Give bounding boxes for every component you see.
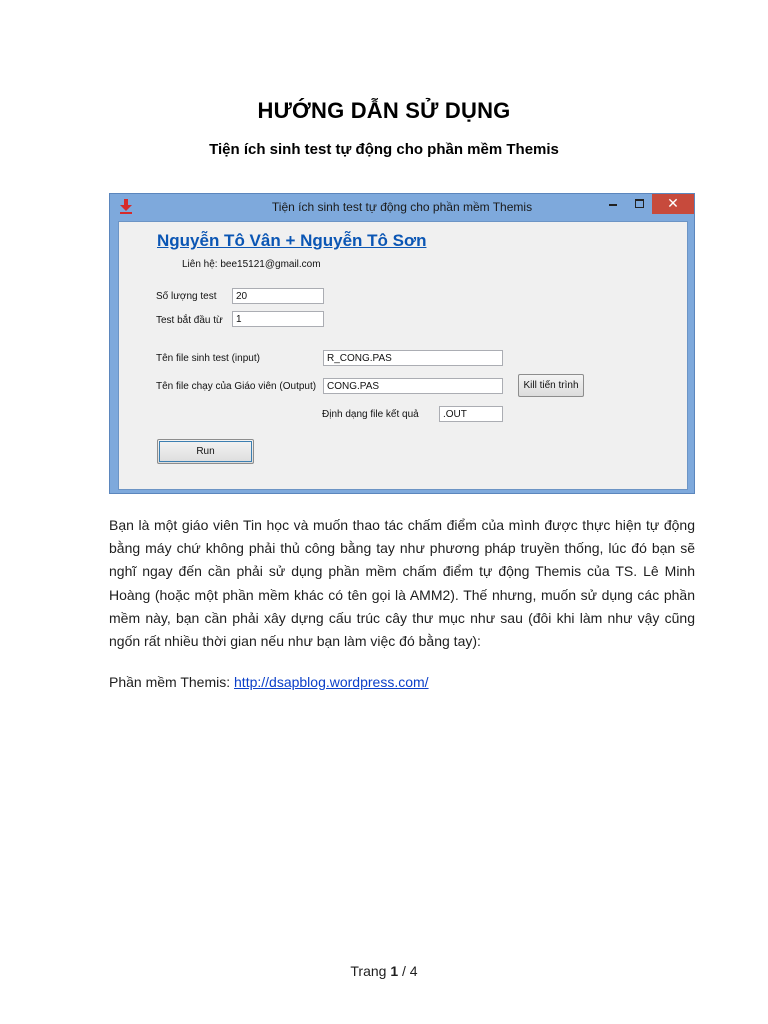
output-file-label: Tên file chạy của Giáo viên (Output) bbox=[156, 381, 317, 392]
num-tests-input[interactable] bbox=[232, 288, 324, 304]
window-titlebar bbox=[110, 194, 694, 218]
themis-link[interactable]: http://dsapblog.wordpress.com/ bbox=[234, 674, 429, 690]
document-subtitle: Tiện ích sinh test tự động cho phần mềm Themis bbox=[209, 141, 559, 158]
window-title: Tiện ích sinh test tự động cho phần mềm Themis bbox=[271, 200, 533, 214]
result-format-input[interactable] bbox=[439, 406, 503, 422]
input-file-input[interactable] bbox=[323, 350, 503, 366]
footer-prefix: Trang bbox=[350, 963, 387, 979]
close-button[interactable] bbox=[652, 194, 694, 214]
paragraph-line: Hoàng (hoặc một phần mềm khác có tên gọi là AMM2). Thế nhưng, muốn sử dụng các phần bbox=[109, 586, 695, 603]
num-tests-label: Số lượng test bbox=[156, 291, 217, 302]
authors-link[interactable]: Nguyễn Tô Vân + Nguyễn Tô Sơn bbox=[157, 231, 427, 250]
kill-process-button[interactable]: Kill tiến trình bbox=[518, 374, 584, 397]
input-file-label: Tên file sinh test (input) bbox=[156, 353, 260, 364]
footer-total: / 4 bbox=[402, 963, 418, 979]
paragraph-line: bằng máy chứ không phải thủ công bằng tay như phương pháp truyền thống, lúc đó bạn sẽ bbox=[109, 540, 695, 557]
close-icon: ✕ bbox=[667, 195, 679, 211]
paragraph-line: nghĩ ngay đến cần phải sử dụng phần mềm chấm điểm tự động Themis của TS. Lê Minh bbox=[109, 563, 695, 580]
output-file-input[interactable] bbox=[323, 378, 503, 394]
window-client-area bbox=[118, 221, 688, 490]
maximize-button[interactable] bbox=[626, 194, 652, 214]
contact-label: Liên hệ: bee15121@gmail.com bbox=[182, 259, 321, 270]
minimize-button[interactable] bbox=[600, 194, 626, 214]
start-test-label: Test bắt đầu từ bbox=[156, 315, 223, 326]
intro-paragraph bbox=[109, 514, 695, 653]
app-window-screenshot bbox=[109, 193, 695, 494]
paragraph-line: ngốn rất nhiều thời gian nếu như bạn làm việc đó bằng tay): bbox=[109, 633, 481, 650]
run-button[interactable]: Run bbox=[157, 439, 254, 464]
paragraph-line: mềm này, bạn cần phải xây dựng cấu trúc cây thư mục như sau (đôi khi làm như vậy cũng bbox=[109, 609, 695, 626]
page-footer bbox=[0, 963, 768, 979]
result-format-label: Định dạng file kết quả bbox=[322, 409, 419, 420]
paragraph-line: Bạn là một giáo viên Tin học và muốn thao tác chấm điểm của mình được thực hiện tự động bbox=[109, 517, 695, 533]
footer-page-number: 1 bbox=[390, 963, 399, 979]
start-test-input[interactable] bbox=[232, 311, 324, 327]
themis-label: Phần mềm Themis: bbox=[109, 674, 231, 690]
themis-reference bbox=[109, 674, 429, 690]
document-title: HƯỚNG DẪN SỬ DỤNG bbox=[257, 98, 511, 123]
